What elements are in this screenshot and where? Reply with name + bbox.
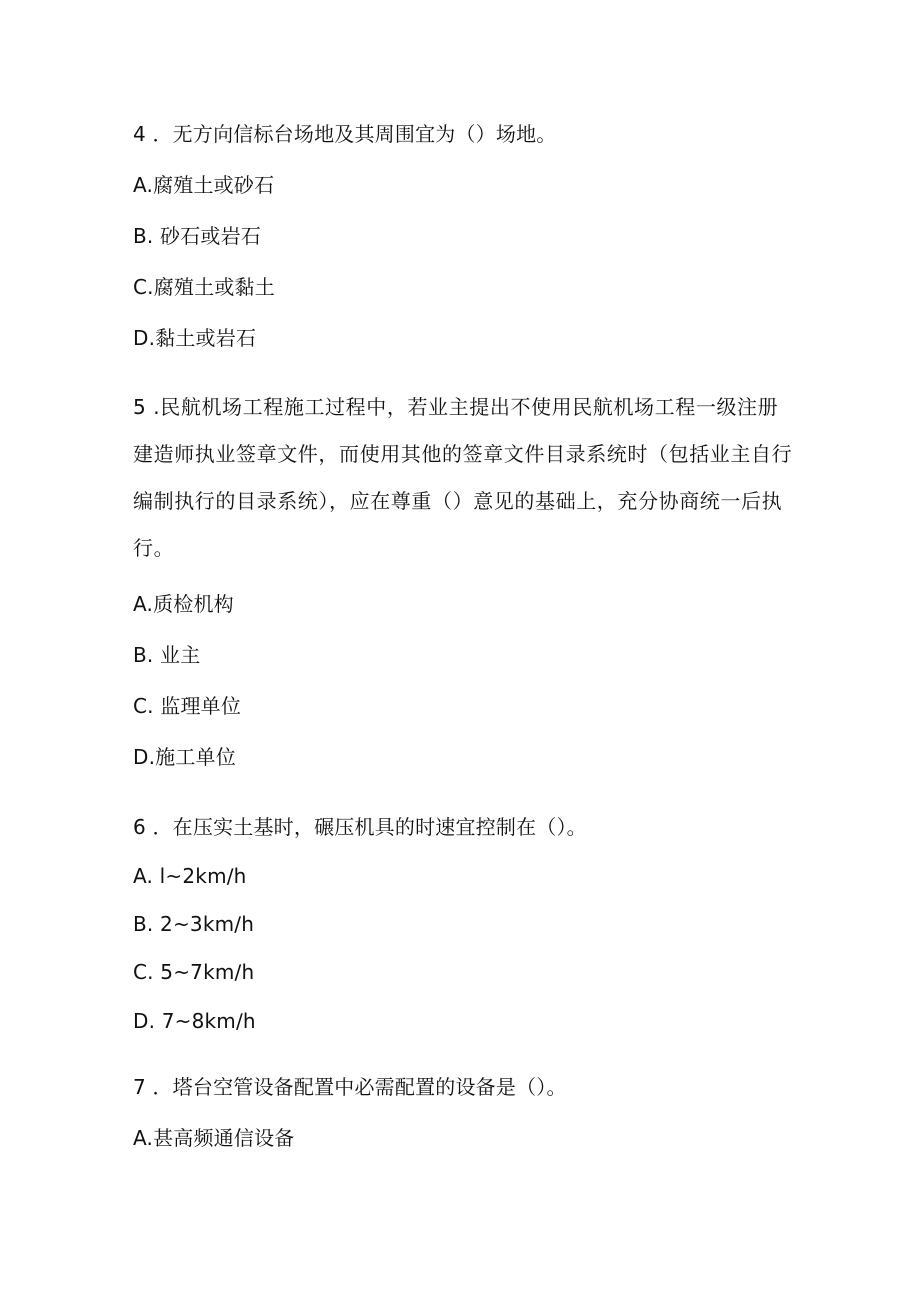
question-5-option-c: C. 监理单位 — [133, 694, 242, 718]
question-4-option-d: D.黏土或岩石 — [133, 326, 257, 350]
question-5-stem: 5 .民航机场工程施工过程中，若业主提出不使用民航机场工程一级注册建造师执业签章文件，而使用其他的签章文件目录系统时（包括业主自行编制执行的目录系统），应在尊重（）意见的基础上，充分协商统一后执行。 — [133, 395, 793, 560]
question-4-stem: 4 ．无方向信标台场地及其周围宜为（）场地。 — [133, 122, 557, 146]
question-5-option-b: B. 业主 — [133, 643, 201, 667]
question-6-option-c: C. 5~7km∕h — [133, 960, 255, 984]
question-7-stem: 7 ．塔台空管设备配置中必需配置的设备是（）。 — [133, 1075, 567, 1099]
question-6-stem: 6 ．在压实土基时，碾压机具的时速宜控制在（）。 — [133, 815, 587, 839]
question-6-option-b: B. 2~3km∕h — [133, 912, 255, 936]
question-6-option-d: D. 7~8km∕h — [133, 1009, 256, 1033]
question-4-option-a: A.腐殖土或砂石 — [133, 173, 275, 197]
question-5-option-d: D.施工单位 — [133, 745, 236, 769]
question-6-option-a: A. l~2km∕h — [133, 864, 247, 888]
question-7-option-a: A.甚高频通信设备 — [133, 1126, 295, 1150]
question-4-option-c: C.腐殖土或黏土 — [133, 275, 275, 299]
question-4-option-b: B. 砂石或岩石 — [133, 224, 262, 248]
question-5-option-a: A.质检机构 — [133, 592, 234, 616]
